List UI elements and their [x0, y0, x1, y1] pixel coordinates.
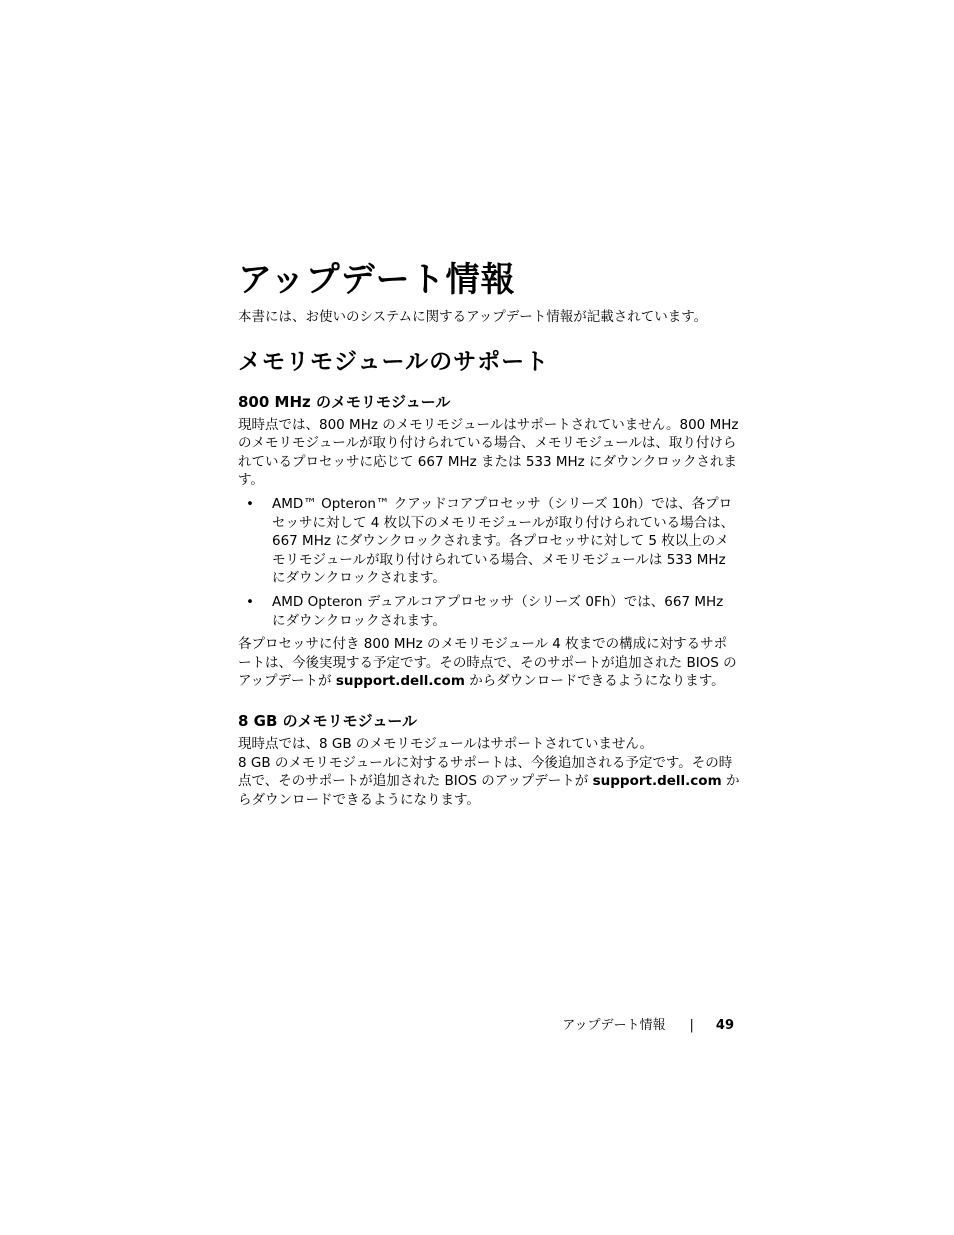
- page-content: [238, 258, 740, 809]
- bullet-item: [238, 495, 740, 588]
- bullet-text: AMD Opteron デュアルコアプロセッサ（シリーズ 0Fh）では、667 MHz にダウンクロックされます。: [272, 593, 724, 629]
- subsection-800mhz-body: 現時点では、800 MHz のメモリモジュールはサポートされていません。800 MHz のメモリモジュールが取り付けられている場合、メモリモジュールは、取り付けられているプロセッサに応じて 667 MHz または 533 MHz にダウンクロックされます。: [238, 416, 739, 489]
- footer-separator: |: [689, 1018, 694, 1033]
- closing-text-end: からダウンロードできるようになります。: [464, 673, 725, 690]
- gb-line-2: 8 GB のメモリモジュールに対するサポートは、今後追加される予定です。その時点で、そのサポートが追加された BIOS のアップデートが: [238, 754, 733, 790]
- subsection-800mhz-title: 800 MHz のメモリモジュール: [238, 392, 451, 411]
- bullet-mark: •: [246, 495, 254, 512]
- bullet-list: [238, 495, 740, 630]
- gb-line-2-end: からダウンロードできるようになります。: [238, 773, 740, 808]
- closing-text: 各プロセッサに付き 800 MHz のメモリモジュール 4 枚までの構成に対するサポートは、今後実現する予定です。その時点で、そのサポートが追加された BIOS のアップデートが: [238, 636, 737, 690]
- bullet-text: AMD™ Opteron™ クアッドコアプロセッサ（シリーズ 10h）では、各プロセッサに対して 4 枚以下のメモリモジュールが取り付けられている場合は、667 MHz にダウンクロックされます。各プロセッサに対して 5 枚以上のメモリモジュールが取り付けられている場合、メモリモジュールは 533 MHz にダウンクロックされます。: [272, 495, 735, 587]
- bullet-mark: •: [246, 593, 254, 610]
- footer-label: アップデート情報: [562, 1018, 666, 1033]
- subsection-800mhz-closing: [238, 635, 740, 691]
- intro-paragraph: 本書には、お使いのシステムに関するアップデート情報が記載されています。: [238, 309, 708, 325]
- bullet-item: [238, 593, 740, 630]
- support-link[interactable]: support.dell.com: [335, 673, 465, 690]
- page-number: 49: [715, 1018, 734, 1033]
- section-title: メモリモジュールのサポート: [238, 348, 550, 375]
- support-link[interactable]: support.dell.com: [592, 773, 722, 790]
- page-title: アップデート情報: [238, 260, 516, 300]
- gb-line-1: 現時点では、8 GB のメモリモジュールはサポートされていません。: [238, 735, 654, 752]
- page-footer: [554, 1016, 734, 1036]
- subsection-8gb-title: 8 GB のメモリモジュール: [238, 711, 418, 730]
- subsection-8gb-body: [238, 735, 740, 809]
